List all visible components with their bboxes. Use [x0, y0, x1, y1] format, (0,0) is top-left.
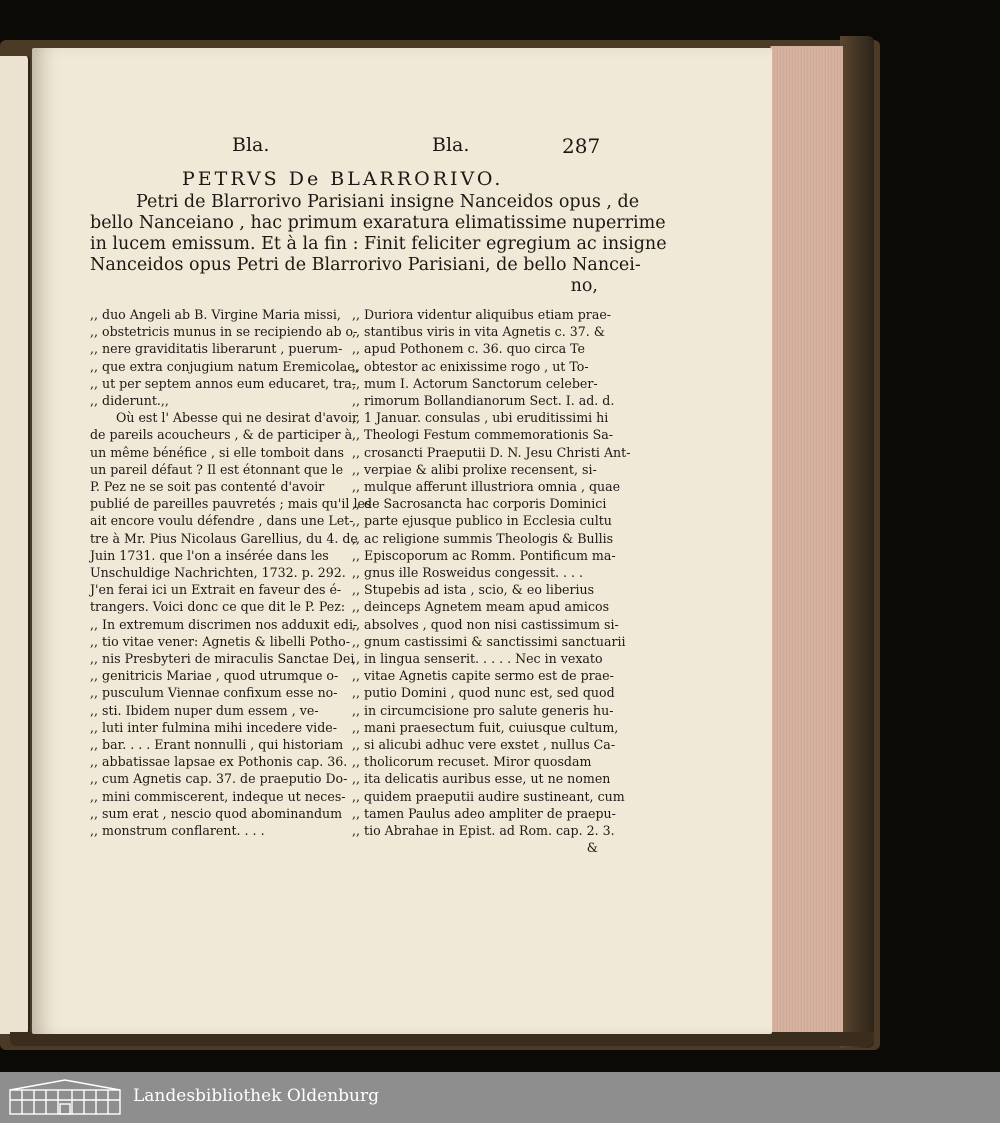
text-line: de pareils acoucheurs , & de participer à	[90, 427, 353, 443]
text-line: publié de pareilles pauvretés ; mais qu'il les	[90, 496, 372, 512]
text-line: ,, parte ejusque publico in Ecclesia cultu	[352, 513, 612, 529]
text-line: ,, quidem praeputii audire sustineant, cum	[352, 788, 625, 804]
running-head-center: Bla.	[432, 134, 470, 156]
text-line: ,, crosancti Praeputii D. N. Jesu Christi Ant-	[352, 444, 631, 460]
text-line: ,, in circumcisione pro salute generis hu-	[352, 702, 614, 718]
text-line: ,, tamen Paulus adeo ampliter de praepu-	[352, 805, 616, 821]
text-line: ,, sum erat , nescio quod abominandum	[90, 805, 343, 821]
text-line: ,, que extra conjugium natum Eremicolae,	[90, 358, 359, 374]
left-column	[90, 306, 372, 839]
intro-line: no,	[570, 276, 598, 296]
text-line: ,, absolves , quod non nisi castissimum si-	[352, 616, 619, 632]
text-line: trangers. Voici donc ce que dit le P. Pez:	[90, 599, 346, 615]
text-line: ,, putio Domini , quod nunc est, sed quod	[352, 685, 615, 701]
text-line: ,, abbatissae lapsae ex Pothonis cap. 36.	[90, 754, 348, 770]
intro-paragraph	[90, 192, 667, 297]
text-line: ,, mum I. Actorum Sanctorum celeber-	[352, 375, 598, 391]
text-line: ,, pusculum Viennae confixum esse no-	[90, 685, 338, 701]
text-line: tre à Mr. Pius Nicolaus Garellius, du 4. de	[90, 530, 358, 546]
text-line: ,, gnus ille Rosweidus congessit. . . .	[352, 565, 584, 581]
book-page	[32, 48, 772, 1034]
intro-line: in lucem emissum. Et à la fin : Finit feliciter egregium ac insigne	[90, 234, 667, 254]
text-line: ,, genitricis Mariae , quod utrumque o-	[90, 668, 339, 684]
left-page-edge	[0, 56, 30, 1034]
text-line: ,, mulque afferunt illustriora omnia , quae	[352, 479, 621, 495]
text-line: ,, tio Abrahae in Epist. ad Rom. cap. 2. 3.	[352, 823, 615, 839]
text-line: ,, sti. Ibidem nuper dum essem , ve-	[90, 702, 319, 718]
intro-line: Petri de Blarrorivo Parisiani insigne Nanceidos opus , de	[136, 192, 640, 212]
text-line: J'en ferai ici un Extrait en faveur des é-	[90, 582, 342, 598]
text-line: ,, Episcoporum ac Romm. Pontificum ma-	[352, 547, 616, 563]
text-line: ,, Theologi Festum commemorationis Sa-	[352, 427, 614, 443]
text-line: ,, obtestor ac enixissime rogo , ut To-	[352, 358, 589, 374]
running-head-left: Bla.	[232, 134, 270, 156]
text-line: ,, bar. . . . Erant nonnulli , qui historiam	[90, 737, 344, 753]
library-building-icon	[8, 1078, 122, 1116]
text-line: ,, mani praesectum fuit, cuiusque cultum,	[352, 719, 619, 735]
right-column	[352, 306, 631, 857]
page-number: 287	[562, 134, 601, 158]
text-line: ,, de Sacrosancta hac corporis Dominici	[352, 496, 607, 512]
page-text	[32, 48, 772, 1034]
text-line: ,, verpiae & alibi prolixe recensent, si-	[352, 461, 597, 477]
library-name: Landesbibliothek Oldenburg	[133, 1086, 380, 1106]
text-line: ,, tio vitae vener: Agnetis & libelli Potho-	[90, 633, 350, 649]
text-line: ,, in lingua senserit. . . . . Nec in vexato	[352, 651, 603, 667]
text-line: ,, nis Presbyteri de miraculis Sanctae Dei	[90, 651, 355, 667]
text-line: Juin 1731. que l'on a insérée dans les	[90, 547, 329, 563]
catchword: &	[586, 840, 598, 856]
text-line: un pareil défaut ? Il est étonnant que le	[90, 461, 344, 477]
library-footer	[0, 1072, 1000, 1123]
text-line: ,, Duriora videntur aliquibus etiam prae-	[352, 307, 612, 322]
article-title: PETRVS De BLARRORIVO.	[182, 168, 504, 190]
text-line: ,, gnum castissimi & sanctissimi sanctuarii	[352, 633, 626, 649]
text-line: ,, ac religione summis Theologis & Bullis	[352, 530, 614, 546]
page-edges	[770, 46, 843, 1038]
intro-line: bello Nanceiano , hac primum exaratura elimatissime nuperrime	[90, 213, 666, 233]
text-line: ,, si alicubi adhuc vere exstet , nullus Ca-	[352, 737, 616, 753]
text-line: ,, monstrum conflarent. . . .	[90, 823, 265, 839]
text-line: ,, rimorum Bollandianorum Sect. I. ad. d.	[352, 393, 615, 409]
text-line: ,, apud Pothonem c. 36. quo circa Te	[352, 341, 585, 357]
text-line: ,, duo Angeli ab B. Virgine Maria missi,	[90, 307, 341, 322]
intro-line: Nanceidos opus Petri de Blarrorivo Parisiani, de bello Nancei-	[90, 255, 641, 275]
text-line: P. Pez ne se soit pas contenté d'avoir	[90, 479, 325, 495]
text-line: ,, luti inter fulmina mihi incedere vide-	[90, 719, 337, 735]
text-line: un même bénéfice , si elle tomboit dans	[90, 444, 344, 460]
text-line: ,, diderunt.,,	[90, 393, 169, 409]
text-line: ,, ut per septem annos eum educaret, tra-	[90, 375, 357, 391]
text-line: ait encore voulu défendre , dans une Let-	[90, 513, 354, 529]
book-cover-bottom	[10, 1032, 874, 1046]
book-cover-edge	[840, 36, 874, 1048]
text-line: ,, In extremum discrimen nos adduxit edi-	[90, 616, 358, 632]
text-line: ,, obstetricis munus in se recipiendo ab o-	[90, 324, 358, 340]
text-line: Unschuldige Nachrichten, 1732. p. 292.	[90, 565, 346, 581]
text-line: ,, tholicorum recuset. Miror quosdam	[352, 754, 592, 770]
text-line: ,, vitae Agnetis capite sermo est de prae-	[352, 668, 614, 684]
text-line: ,, cum Agnetis cap. 37. de praeputio Do-	[90, 771, 348, 787]
text-line: ,, 1 Januar. consulas , ubi eruditissimi hi	[352, 410, 609, 426]
text-line: Où est l' Abesse qui ne desirat d'avoir	[116, 410, 359, 426]
text-line: ,, Stupebis ad ista , scio, & eo liberius	[352, 582, 595, 598]
text-line: ,, stantibus viris in vita Agnetis c. 37. &	[352, 324, 605, 340]
text-line: ,, mini commiscerent, indeque ut neces-	[90, 788, 346, 804]
text-line: ,, deinceps Agnetem meam apud amicos	[352, 599, 610, 615]
text-line: ,, nere graviditatis liberarunt , puerum-	[90, 341, 343, 357]
text-line: ,, ita delicatis auribus esse, ut ne nomen	[352, 771, 611, 787]
